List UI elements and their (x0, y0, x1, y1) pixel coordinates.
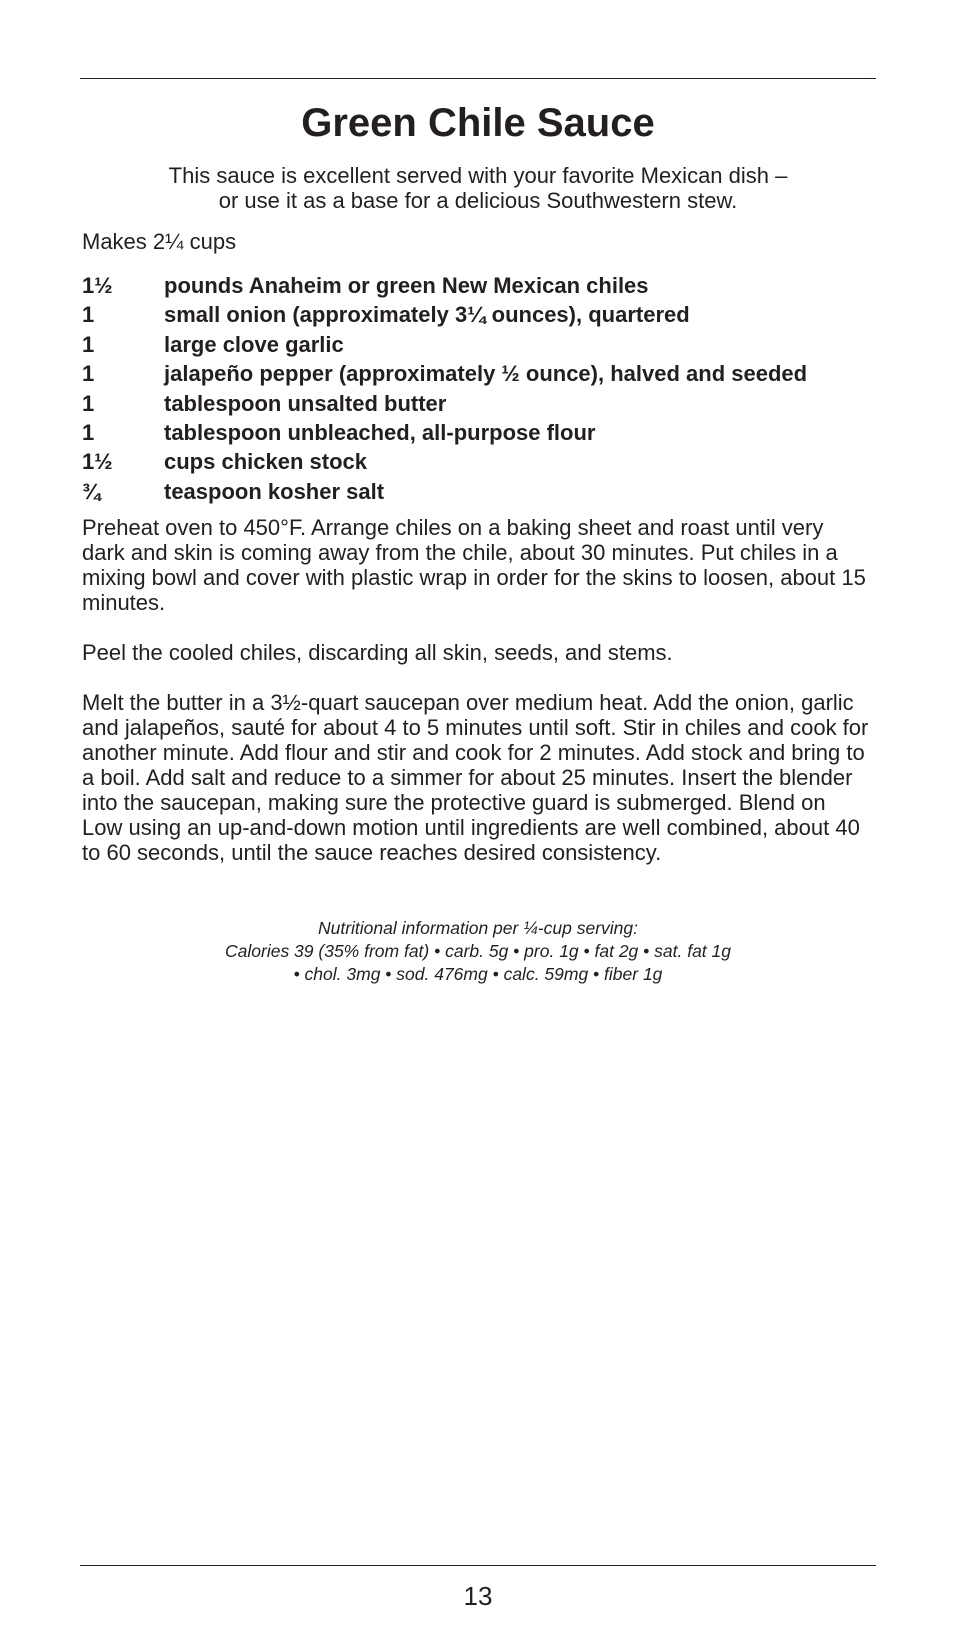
direction-paragraph: Melt the butter in a 3½-quart saucepan over medium heat. Add the onion, garlic and jalapeños, sauté for about 4 to 5 minutes until soft. Stir in chiles and cook for another minute. Add flour and stir and cook for 2 minutes. Add stock and bring to a boil. Add salt and reduce to a simmer for about 25 minutes. Insert the blender into the saucepan, making sure the protective guard is submerged. Blend on Low using an up-and-down motion until ingredients are well combined, about 40 to 60 seconds, until the sauce reaches desired consistency. (82, 690, 869, 865)
ingredient-item: cups chicken stock (164, 449, 367, 475)
ingredient-quantity: ¾ (82, 478, 101, 504)
direction-paragraph: Peel the cooled chiles, discarding all skin, seeds, and stems. (82, 640, 673, 665)
page-number: 13 (463, 1581, 493, 1611)
ingredient-row (82, 418, 882, 447)
ingredient-item: jalapeño pepper (approximately ½ ounce), halved and seeded (164, 361, 808, 387)
ingredient-item: teaspoon kosher salt (164, 478, 385, 504)
ingredient-item: tablespoon unsalted butter (164, 390, 447, 416)
ingredient-item: tablespoon unbleached, all-purpose flour (164, 419, 596, 445)
ingredient-row (82, 271, 882, 300)
ingredient-row (82, 447, 882, 476)
nutrition-info (80, 917, 876, 986)
ingredient-quantity: 1 (82, 419, 95, 445)
top-rule (80, 78, 876, 79)
recipe-intro (80, 163, 876, 213)
intro-line: This sauce is excellent served with your favorite Mexican dish – (168, 163, 788, 188)
nutrition-heading: Nutritional information per ¼-cup serving: (317, 918, 638, 938)
ingredient-row (82, 359, 882, 388)
ingredient-row (82, 300, 882, 329)
ingredient-quantity: 1½ (82, 449, 113, 475)
recipe-directions (82, 515, 872, 890)
recipe-yield: Makes 2¼ cups (82, 229, 237, 254)
ingredient-item: large clove garlic (164, 331, 344, 357)
intro-line: or use it as a base for a delicious Southwestern stew. (218, 188, 738, 213)
nutrition-line: • chol. 3mg • sod. 476mg • calc. 59mg • fiber 1g (293, 964, 663, 984)
ingredient-list (82, 271, 882, 506)
ingredient-item: small onion (approximately 3¼ ounces), quartered (164, 302, 690, 328)
ingredient-item: pounds Anaheim or green New Mexican chiles (164, 273, 649, 298)
ingredient-quantity: 1 (82, 361, 95, 387)
direction-paragraph: Preheat oven to 450°F. Arrange chiles on a baking sheet and roast until very dark and skin is coming away from the chile, about 30 minutes. Put chiles in a mixing bowl and cover with plastic wrap in order for the skins to loosen, about 15 minutes. (82, 515, 866, 615)
ingredient-row (82, 330, 882, 359)
ingredient-row (82, 477, 882, 506)
ingredient-quantity: 1 (82, 331, 95, 357)
ingredient-quantity: 1 (82, 390, 95, 416)
ingredient-quantity: 1½ (82, 273, 113, 298)
nutrition-line: Calories 39 (35% from fat) • carb. 5g • pro. 1g • fat 2g • sat. fat 1g (225, 941, 731, 961)
ingredient-row (82, 389, 882, 418)
recipe-title: Green Chile Sauce (301, 101, 655, 145)
ingredient-quantity: 1 (82, 302, 95, 328)
bottom-rule (80, 1565, 876, 1566)
